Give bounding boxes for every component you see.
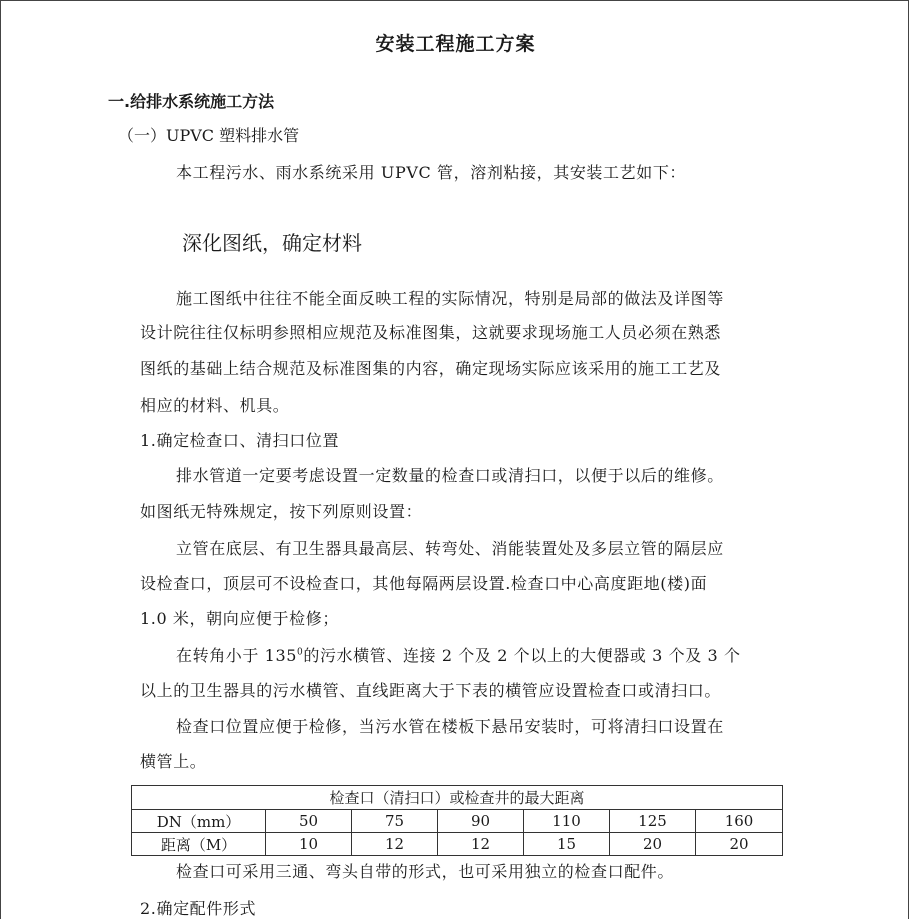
- paragraph-line: 相应的材料、机具。: [140, 396, 290, 415]
- table-cell: 20: [696, 833, 783, 856]
- degree-superscript: 0: [297, 647, 304, 658]
- paragraph-line: 横管上。: [140, 752, 207, 771]
- row-header-dn: DN（mm）: [132, 810, 266, 833]
- intro-paragraph: 本工程污水、雨水系统采用 UPVC 管，溶剂粘接，其安装工艺如下：: [176, 163, 687, 182]
- max-distance-table: [131, 785, 783, 856]
- paragraph-line: 检查口可采用三通、弯头自带的形式，也可采用独立的检查口配件。: [176, 862, 675, 881]
- paragraph-line: 立管在底层、有卫生器具最高层、转弯处、消能装置处及多层立管的隔层应: [176, 539, 724, 558]
- table-cell: 75: [352, 810, 438, 833]
- step-heading: 深化图纸，确定材料: [182, 231, 362, 255]
- numbered-item: 1.确定检查口、清扫口位置: [140, 431, 340, 450]
- table-cell: 20: [610, 833, 696, 856]
- paragraph-line: 设检查口，顶层可不设检查口，其他每隔两层设置.检查口中心高度距地(楼)面: [140, 574, 708, 593]
- table-caption: 检查口（清扫口）或检查井的最大距离: [132, 786, 783, 810]
- text-fragment: 的污水横管、连接 2 个及 2 个以上的大便器或 3 个及 3 个: [303, 646, 741, 665]
- table-cell: 110: [524, 810, 610, 833]
- paragraph-line: 设计院往往仅标明参照相应规范及标准图集，这就要求现场施工人员必须在熟悉: [140, 323, 722, 342]
- row-header-distance: 距离（M）: [132, 833, 266, 856]
- paragraph-line: 排水管道一定要考虑设置一定数量的检查口或清扫口，以便于以后的维修。: [176, 466, 724, 485]
- subsection-heading: （一）UPVC 塑料排水管: [118, 126, 300, 145]
- paragraph-line: 检查口位置应便于检修，当污水管在楼板下悬吊安装时，可将清扫口设置在: [176, 717, 724, 736]
- table-cell: 90: [438, 810, 524, 833]
- table-cell: 12: [352, 833, 438, 856]
- paragraph-line: [176, 643, 741, 666]
- table-cell: 160: [696, 810, 783, 833]
- table-cell: 50: [266, 810, 352, 833]
- table-cell: 10: [266, 833, 352, 856]
- page-title: 安装工程施工方案: [375, 33, 536, 55]
- table-row: [132, 833, 783, 856]
- paragraph-line: 以上的卫生器具的污水横管、直线距离大于下表的横管应设置检查口或清扫口。: [140, 681, 722, 700]
- table-cell: 12: [438, 833, 524, 856]
- table-caption-row: [132, 786, 783, 810]
- table-cell: 15: [524, 833, 610, 856]
- paragraph-line: 1.0 米，朝向应便于检修；: [140, 609, 339, 628]
- table-cell: 125: [610, 810, 696, 833]
- text-fragment: 在转角小于 135: [176, 646, 298, 665]
- paragraph-line: 施工图纸中往往不能全面反映工程的实际情况，特别是局部的做法及详图等: [176, 289, 724, 308]
- paragraph-line: 如图纸无特殊规定，按下列原则设置：: [140, 502, 423, 521]
- paragraph-line: 图纸的基础上结合规范及标准图集的内容，确定现场实际应该采用的施工工艺及: [140, 359, 722, 378]
- table-row: [132, 810, 783, 833]
- numbered-item: 2.确定配件形式: [140, 899, 257, 918]
- section-heading: 一.给排水系统施工方法: [108, 92, 275, 111]
